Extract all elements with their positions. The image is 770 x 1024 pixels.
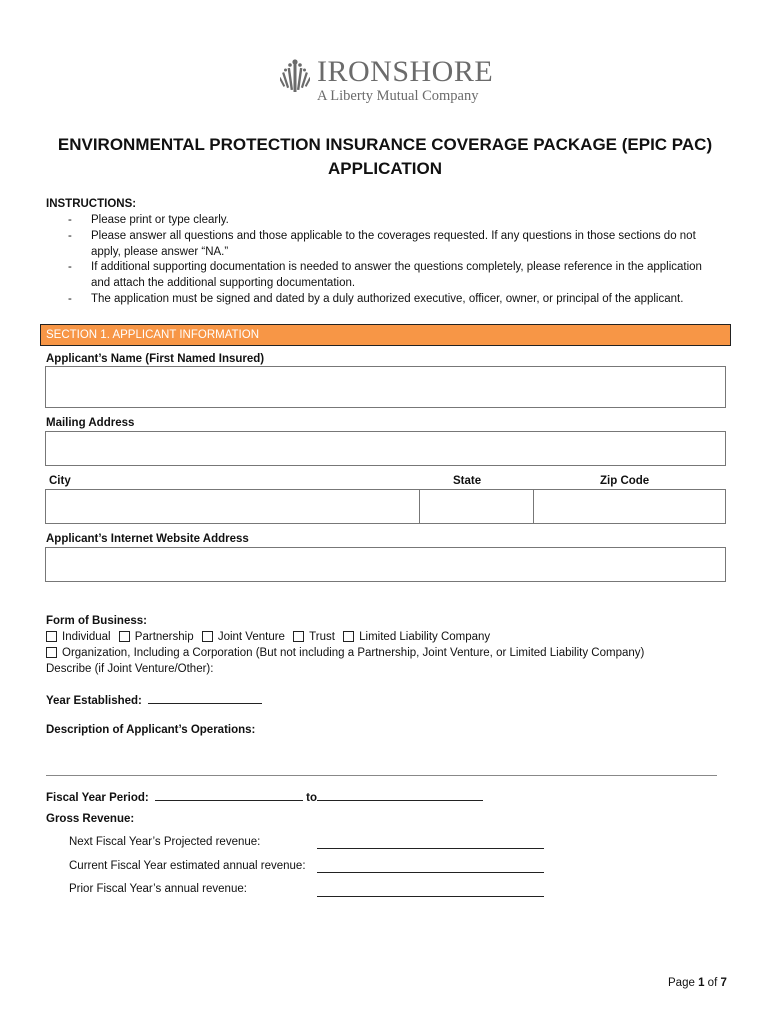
- instruction-item: [46, 229, 726, 261]
- option-trust-label: Trust: [309, 631, 335, 643]
- mailing-address-label: Mailing Address: [46, 417, 135, 429]
- website-field[interactable]: [45, 547, 726, 582]
- page-total: 7: [720, 977, 727, 989]
- instruction-text: Please answer all questions and those applicable to the coverages requested. If any questions in those sections do not: [91, 229, 696, 242]
- zip-code-label: Zip Code: [600, 475, 650, 487]
- gross-revenue-label: Gross Revenue:: [46, 813, 135, 825]
- operations-label: Description of Applicant’s Operations:: [46, 724, 256, 736]
- instruction-text: apply, please answer “NA.”: [91, 245, 229, 258]
- section-1-header: SECTION 1. APPLICANT INFORMATION: [40, 324, 731, 346]
- applicant-name-field[interactable]: [45, 366, 726, 408]
- year-established-row: [46, 692, 262, 709]
- describe-label: Describe (if Joint Venture/Other):: [46, 663, 214, 675]
- ironshore-crest-icon: [280, 58, 310, 94]
- instruction-text: Please print or type clearly.: [91, 214, 229, 226]
- revenue-prior-field[interactable]: [317, 896, 544, 897]
- year-established-label: Year Established:: [46, 695, 142, 707]
- instructions-heading: INSTRUCTIONS:: [46, 198, 137, 210]
- logo-tagline: A Liberty Mutual Company: [317, 88, 479, 104]
- year-established-field[interactable]: [148, 692, 262, 704]
- title-line-2: APPLICATION: [328, 159, 442, 178]
- option-partnership-label: Partnership: [134, 631, 194, 643]
- fiscal-year-row: [46, 789, 483, 806]
- city-field[interactable]: [45, 489, 420, 524]
- fiscal-year-label: Fiscal Year Period:: [46, 792, 149, 804]
- instruction-item: [46, 292, 726, 308]
- fiscal-year-to-label: to: [306, 792, 317, 804]
- bullet-dash: -: [68, 292, 72, 305]
- checkbox-joint-venture[interactable]: [202, 631, 213, 642]
- instruction-item: [46, 260, 726, 292]
- logo-wordmark: IRONSHORE: [317, 55, 494, 88]
- instruction-item: [46, 213, 726, 229]
- option-individual-label: Individual: [62, 631, 111, 643]
- revenue-next-field[interactable]: [317, 848, 544, 849]
- checkbox-partnership[interactable]: [119, 631, 130, 642]
- title-line-1: ENVIRONMENTAL PROTECTION INSURANCE COVERAGE PACKAGE (EPIC PAC): [57, 135, 713, 154]
- city-label: City: [49, 475, 71, 487]
- zip-code-field[interactable]: [533, 489, 726, 524]
- bullet-dash: -: [68, 229, 72, 242]
- bullet-dash: -: [68, 214, 72, 226]
- form-of-business-organization: [46, 645, 644, 661]
- checkbox-individual[interactable]: [46, 631, 57, 642]
- checkbox-llc[interactable]: [343, 631, 354, 642]
- company-logo: [280, 55, 500, 110]
- instruction-text: If additional supporting documentation is needed to answer the questions completely, please reference in the application: [91, 261, 702, 274]
- fiscal-year-to-field[interactable]: [317, 789, 483, 801]
- bullet-dash: -: [68, 261, 72, 274]
- checkbox-organization[interactable]: [46, 647, 57, 658]
- option-organization-label: Organization, Including a Corporation (But not including a Partnership, Joint Venture, or Limited Liability Company): [62, 647, 645, 659]
- mailing-address-field[interactable]: [45, 431, 726, 466]
- applicant-name-label: Applicant’s Name (First Named Insured): [46, 353, 265, 365]
- page-current: 1: [698, 977, 705, 989]
- revenue-current-label: Current Fiscal Year estimated annual revenue:: [69, 860, 306, 872]
- fiscal-year-from-field[interactable]: [155, 789, 303, 801]
- form-of-business-options: [46, 629, 490, 645]
- checkbox-trust[interactable]: [293, 631, 304, 642]
- state-field[interactable]: [419, 489, 534, 524]
- page-of: of: [707, 977, 718, 989]
- revenue-current-field[interactable]: [317, 872, 544, 873]
- instruction-text: and attach the additional supporting documentation.: [91, 277, 356, 290]
- option-llc-label: Limited Liability Company: [359, 631, 491, 643]
- website-label: Applicant’s Internet Website Address: [46, 533, 249, 545]
- page-prefix: Page: [668, 977, 695, 989]
- option-joint-venture-label: Joint Venture: [217, 631, 285, 643]
- state-label: State: [453, 475, 482, 487]
- document-title: [40, 133, 730, 181]
- instruction-text: The application must be signed and dated by a duly authorized executive, officer, owner, or principal of the applicant.: [91, 292, 684, 305]
- instructions-list: [46, 213, 726, 308]
- page-number: [668, 977, 727, 989]
- revenue-next-label: Next Fiscal Year’s Projected revenue:: [69, 836, 261, 848]
- form-of-business-label: Form of Business:: [46, 615, 147, 627]
- revenue-prior-label: Prior Fiscal Year’s annual revenue:: [69, 883, 247, 895]
- operations-field[interactable]: [46, 775, 717, 776]
